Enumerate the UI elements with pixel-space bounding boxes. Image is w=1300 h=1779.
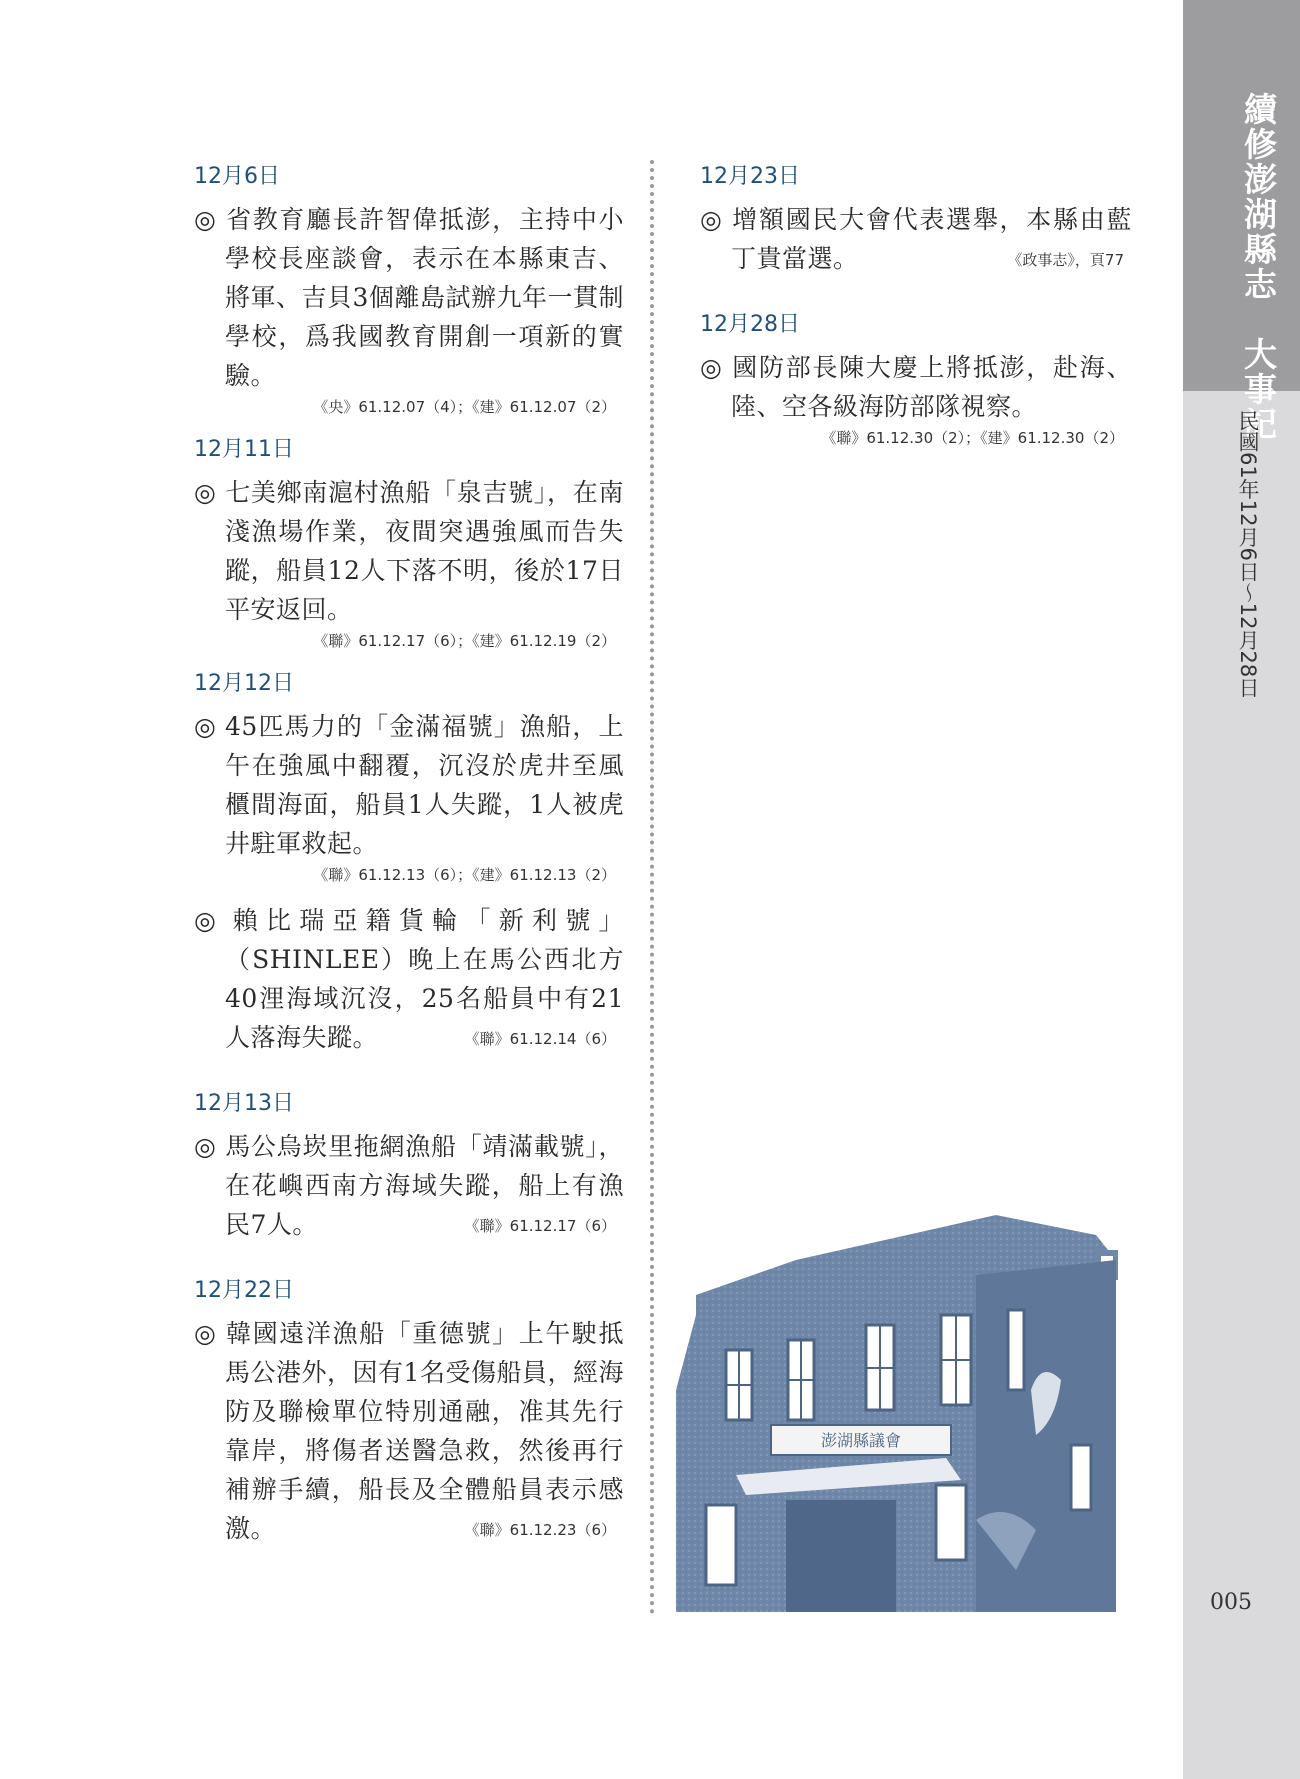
chronicle-entry: [194, 473, 624, 653]
chronicle-section: [194, 667, 624, 1051]
chronicle-section: [700, 308, 1132, 450]
chronicle-entry: [194, 1314, 624, 1542]
entry-source: 《聯》61.12.30（2）；《建》61.12.30（2）: [821, 429, 1124, 447]
entry-text: ◎ 增額國民大會代表選舉，本縣由藍丁貴當選。: [700, 200, 1132, 278]
bullet-icon: ◎: [194, 712, 217, 741]
entry-text: ◎ 賴比瑞亞籍貨輪「新利號」（SHINLEE）晚上在馬公西北方40浬海域沉沒，25名船員中有21人落海失蹤。: [194, 901, 624, 1057]
chronicle-entry: [700, 348, 1132, 450]
page-number: 005: [1210, 1590, 1252, 1615]
chronicle-entry: [700, 200, 1132, 272]
right-column: [700, 160, 1132, 464]
entry-text: ◎ 省教育廳長許智偉抵澎，主持中小學校長座談會，表示在本縣東吉、將軍、吉貝3個離島試辦九年一貫制學校，爲我國教育開創一項新的實驗。: [194, 200, 624, 395]
entry-date: 12月11日: [194, 437, 294, 462]
entry-date: 12月28日: [700, 312, 800, 337]
entry-source: 《政事志》，頁77: [1007, 251, 1124, 269]
entry-source: 《央》61.12.07（4）；《建》61.12.07（2）: [313, 398, 616, 416]
bullet-icon: ◎: [700, 353, 723, 382]
building-sign-text: 澎湖縣議會: [820, 1431, 902, 1450]
column-divider: [650, 160, 654, 1615]
entry-text: ◎ 七美鄉南滬村漁船「泉吉號」，在南淺漁場作業，夜間突遇強風而告失蹤，船員12人下落不明，後於17日平安返回。: [194, 473, 624, 629]
entry-source: 《聯》61.12.13（6）；《建》61.12.13（2）: [313, 866, 616, 884]
entry-text: ◎ 45匹馬力的「金滿福號」漁船，上午在強風中翻覆，沉沒於虎井至風櫃間海面，船員1人失蹤，1人被虎井駐軍救起。: [194, 707, 624, 863]
chronicle-entry: [194, 707, 624, 887]
historic-building-photo: [676, 1190, 1146, 1612]
date-range-subtitle: 民國61年12月6日～12月28日: [1236, 410, 1260, 699]
entry-date: 12月13日: [194, 1091, 294, 1116]
chronicle-section: [194, 433, 624, 653]
left-column: [194, 160, 624, 1556]
book-title: 續修澎湖縣志 大事記: [1239, 92, 1278, 442]
chronicle-entry: [194, 200, 624, 419]
entry-text: ◎ 韓國遠洋漁船「重德號」上午駛抵馬公港外，因有1名受傷船員，經海防及聯檢單位特別通融，准其先行靠岸，將傷者送醫急救，然後再行補辦手續，船長及全體船員表示感激。: [194, 1314, 624, 1548]
chronicle-section: [700, 160, 1132, 272]
entry-source: 《聯》61.12.23（6）: [464, 1521, 616, 1539]
entry-text: ◎ 國防部長陳大慶上將抵澎，赴海、陸、空各級海防部隊視察。: [700, 348, 1132, 426]
entry-date: 12月12日: [194, 671, 294, 696]
chronicle-entry: [194, 901, 624, 1051]
chronicle-entry: [194, 1127, 624, 1238]
entry-date: 12月6日: [194, 164, 280, 189]
entry-date: 12月22日: [194, 1278, 294, 1303]
bullet-icon: ◎: [194, 1319, 217, 1348]
bullet-icon: ◎: [194, 205, 217, 234]
chronicle-section: [194, 160, 624, 419]
bullet-icon: ◎: [194, 906, 217, 935]
bullet-icon: ◎: [194, 478, 217, 507]
entry-text: ◎ 馬公烏崁里拖網漁船「靖滿載號」，在花嶼西南方海域失蹤，船上有漁民7人。: [194, 1127, 624, 1244]
chronicle-section: [194, 1087, 624, 1238]
entry-date: 12月23日: [700, 164, 800, 189]
bullet-icon: ◎: [194, 1132, 217, 1161]
entry-source: 《聯》61.12.17（6）；《建》61.12.19（2）: [313, 632, 616, 650]
entry-source: 《聯》61.12.17（6）: [464, 1217, 616, 1235]
chronicle-section: [194, 1274, 624, 1542]
bullet-icon: ◎: [700, 205, 723, 234]
entry-source: 《聯》61.12.14（6）: [464, 1030, 616, 1048]
